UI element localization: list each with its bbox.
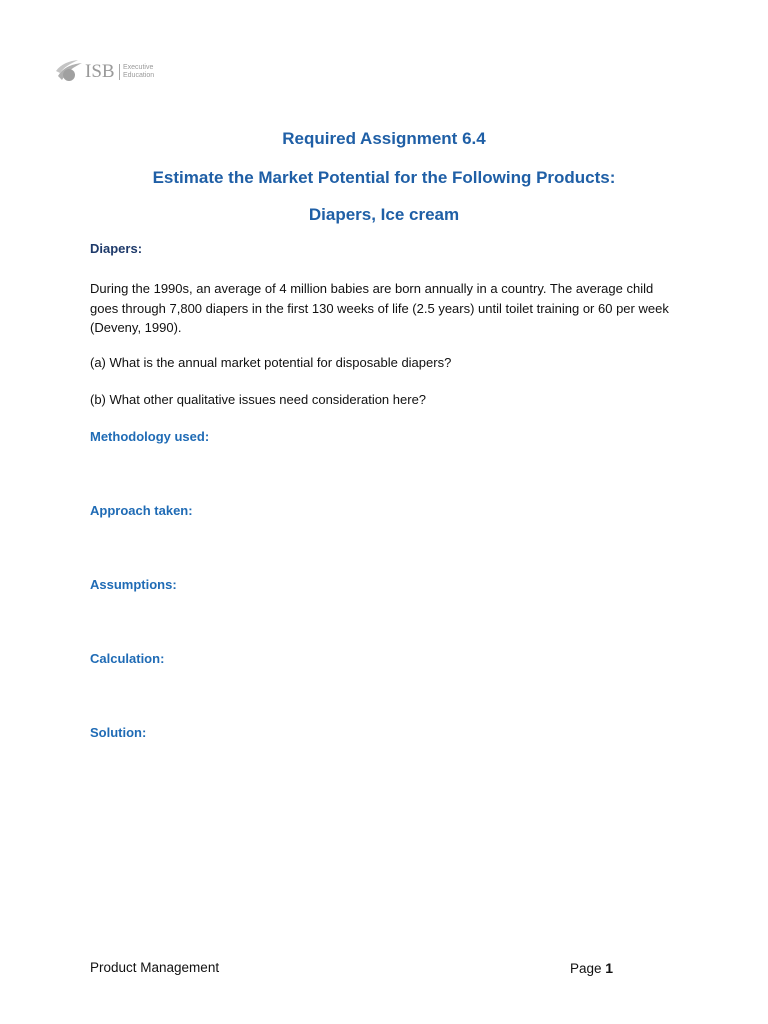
logo-wordmark: ISB [85, 61, 115, 82]
page-label: Page [570, 961, 602, 976]
section-label-diapers: Diapers: [90, 241, 143, 256]
heading-assumptions: Assumptions: [90, 577, 177, 592]
logo-sub-line-2: Education [123, 72, 155, 79]
products-title: Diapers, Ice cream [308, 205, 460, 224]
intro-paragraph: During the 1990s, an average of 4 million babies are born annually in a country. The average child goes through 7,800 diapers in the first 130 weeks of life (2.5 years) until toilet training or 60 per week (Deveny, 1990). [90, 281, 669, 335]
assignment-title: Required Assignment 6.4 [282, 129, 486, 148]
heading-calculation: Calculation: [90, 651, 165, 666]
question-a: (a) What is the annual market potential for disposable diapers? [90, 355, 452, 370]
heading-approach: Approach taken: [90, 503, 193, 518]
heading-solution: Solution: [90, 725, 147, 740]
isb-logo [54, 58, 164, 84]
page-number: 1 [605, 960, 614, 976]
question-b: (b) What other qualitative issues need consideration here? [90, 392, 427, 407]
footer-page [570, 960, 613, 976]
footer-course: Product Management [90, 960, 220, 975]
logo-subtitle [123, 64, 154, 80]
logo-sub-line-1: Executive [123, 64, 154, 71]
heading-methodology: Methodology used: [90, 429, 210, 444]
assignment-subtitle: Estimate the Market Potential for the Following Products: [152, 168, 616, 187]
logo-divider [119, 64, 120, 80]
isb-swoosh-icon [54, 58, 84, 84]
